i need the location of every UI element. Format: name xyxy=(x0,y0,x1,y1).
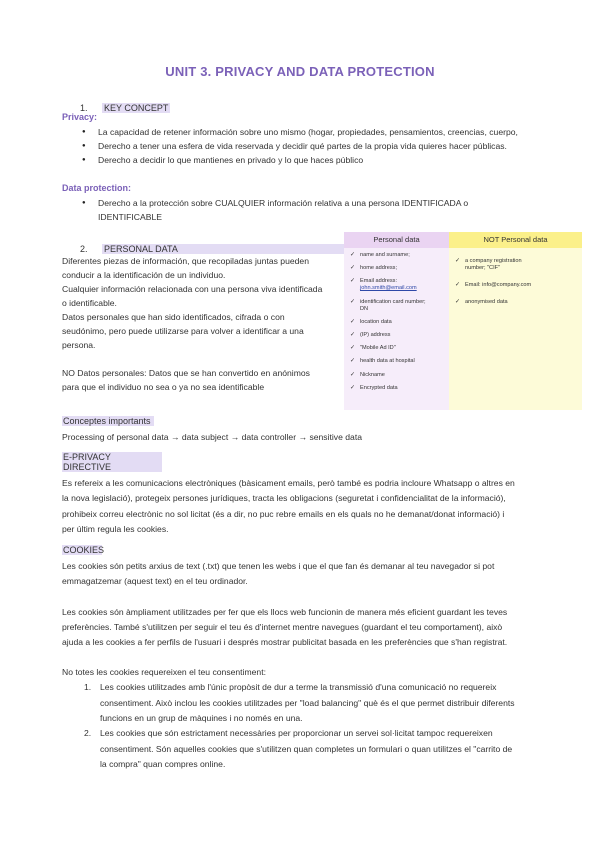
privacy-label: Privacy: xyxy=(62,112,98,122)
section-heading: COOKIES xyxy=(63,545,105,555)
text-line: Les cookies són petits arxius de text (.txt) que tenen les webs i que el que fan és demanar al teu navegador si pot xyxy=(62,561,495,571)
text-line: preferències. També s'utilitzen per seguir el teu és d'internet mentre navegues (guardant el teu comportament), això xyxy=(62,621,503,632)
text-line: Les cookies que són estrictament necessàries per proporcionar un servei sol·licitat tampoc requereixen xyxy=(100,728,493,739)
text-line: conducir a la identificación de un individuo. xyxy=(62,270,226,280)
text-line: Es refereix a les comunicacions electròniques (bàsicament emails, però també es podria incloure Whatsapp o altres en xyxy=(62,478,515,488)
text-line: persona. xyxy=(62,340,96,350)
not-personal-data-paragraph xyxy=(62,366,352,394)
personal-data-table xyxy=(344,232,582,410)
text-line: Diferentes piezas de información, que recopiladas juntas pueden xyxy=(62,256,309,266)
check-icon: ✓ xyxy=(455,282,461,288)
personal-data-column xyxy=(344,232,449,410)
section-heading: KEY CONCEPT xyxy=(103,103,169,113)
list-item: ✓ Nickname xyxy=(350,371,385,378)
list-item: ✓ Email: info@company.com xyxy=(455,282,532,288)
text-line: consentiment. Això inclou les cookies utilitzades per "load balancing" què és el que permet distribuir diferents xyxy=(100,697,515,708)
check-icon: ✓ xyxy=(350,358,356,365)
section-heading: PERSONAL DATA xyxy=(102,244,344,254)
page-title: UNIT 3. PRIVACY AND DATA PROTECTION xyxy=(165,64,435,79)
check-icon: ✓ xyxy=(455,258,461,264)
list-item: ✓ Email address: john.smith@email.com xyxy=(350,278,417,292)
check-icon: ✓ xyxy=(350,331,356,338)
list-number: 2. xyxy=(84,728,92,739)
column-header: Personal data xyxy=(344,232,449,248)
list-item: ✓ location data xyxy=(350,318,392,325)
list-item: ✓ health data at hospital xyxy=(350,358,415,365)
text-line: emmagatzemar (aquest text) en el teu ordinador. xyxy=(62,576,248,587)
check-icon: ✓ xyxy=(350,278,356,285)
text-line: Datos personales que han sido identificados, cifrada o con xyxy=(62,312,285,322)
personal-data-paragraph xyxy=(62,254,352,352)
list-item: ✓ anonymised data xyxy=(455,299,508,305)
cookies-paragraph-3: No totes les cookies requereixen el teu consentiment: xyxy=(62,667,266,678)
list-item: ● Derecho a decidir lo que mantienes en privado y lo que haces público xyxy=(62,153,582,167)
check-icon: ✓ xyxy=(455,299,461,305)
list-item: ✓ name and surname; xyxy=(350,252,410,258)
check-icon: ✓ xyxy=(350,318,356,325)
list-item xyxy=(62,726,592,772)
text-line: seudónimo, pero puede utilizarse para volver a identificar a una xyxy=(62,326,304,336)
list-item: ✓ a company registration number; "CIF" xyxy=(455,258,522,271)
cookies-paragraph-2 xyxy=(62,605,592,651)
check-icon: ✓ xyxy=(350,384,356,391)
text-line: prohibeix correu electrònic no sol licitat (és a dir, no puc rebre emails en els quals no he demanat/donat informació) i xyxy=(62,508,505,519)
section-heading: E-PRIVACY DIRECTIVE xyxy=(62,452,162,472)
text-line: o identificable. xyxy=(62,298,117,308)
text-line: NO Datos personales: Datos que se han convertido en anónimos xyxy=(62,368,310,378)
list-number: 1. xyxy=(84,682,92,693)
list-item: ✓ Encrypted data xyxy=(350,384,398,391)
list-item: ✓ "Mobile Ad ID" xyxy=(350,345,396,352)
cookies-paragraph-1 xyxy=(62,559,592,590)
section-number: 2. xyxy=(80,244,88,254)
text-line: Les cookies utilitzades amb l'únic propòsit de dur a terme la transmissió d'una comunicació no requereix xyxy=(100,682,497,693)
data-protection-label: Data protection: xyxy=(62,183,132,193)
cookies-list xyxy=(62,680,592,772)
text-line: consentiment. Són aquelles cookies que s'utilitzen quan completes un formulari o quan utilitzes el "carrito de xyxy=(100,743,513,754)
text-line: ajuda a les cookies a fer perfils de l'usuari i després mostrar publicitat basada en les preferències que s'han registrat. xyxy=(62,637,508,648)
text-line: Processing of personal data → data subject → data controller → sensitive data xyxy=(62,432,362,442)
column-header: NOT Personal data xyxy=(449,232,582,248)
personal-data-list xyxy=(344,248,449,392)
list-item: ● Derecho a tener una esfera de vida reservada y decidir qué partes de la propia vida quieres hacer públicas. xyxy=(62,139,582,153)
section-number: 1. xyxy=(80,103,88,113)
list-item: ● La capacidad de retener información sobre uno mismo (hogar, propiedades, pensamientos, creencias, cuerpo, xyxy=(62,125,582,139)
not-personal-data-column xyxy=(449,232,582,410)
text-line: Les cookies són àmpliament utilitzades per fer que els llocs web funcionin de manera més eficient guardant les teves xyxy=(62,606,508,617)
eprivacy-paragraph xyxy=(62,476,592,537)
text-line: funcions en un grup de màquines i no només en una. xyxy=(100,713,303,724)
list-item: ✓ (IP) address xyxy=(350,331,391,338)
check-icon: ✓ xyxy=(350,252,356,258)
text-line: la nova legislació), protegeix persones jurídiques, tracta les obligacions (seguretat i confidencialitat de la informació), xyxy=(62,493,506,504)
text-line: para que el individuo no sea o ya no sea identificable xyxy=(62,382,265,392)
data-protection-list xyxy=(62,196,582,224)
not-personal-data-list xyxy=(449,248,582,306)
list-item: ✓ home address; xyxy=(350,265,398,272)
text-line: la compra" quan compres online. xyxy=(100,758,226,769)
conceptes-section xyxy=(62,411,592,444)
check-icon: ✓ xyxy=(350,345,356,352)
list-item-line: Derecho a la protección sobre CUALQUIER información relativa a una persona IDENTIFICADA o xyxy=(98,198,469,208)
check-icon: ✓ xyxy=(350,265,356,272)
list-item-line: IDENTIFICABLE xyxy=(98,212,162,223)
check-icon: ✓ xyxy=(350,298,356,305)
cookies-section xyxy=(62,540,592,772)
privacy-list xyxy=(62,125,582,168)
list-item: ✓ identification card number; DN xyxy=(350,298,426,312)
list-item xyxy=(62,680,592,726)
check-icon: ✓ xyxy=(350,371,356,378)
section-heading: Conceptes importants xyxy=(62,416,154,426)
text-line: Cualquier información relacionada con una persona viva identificada xyxy=(62,284,323,294)
eprivacy-section xyxy=(62,452,592,537)
list-item xyxy=(62,196,582,224)
text-line: per últim regula les cookies. xyxy=(62,523,169,534)
